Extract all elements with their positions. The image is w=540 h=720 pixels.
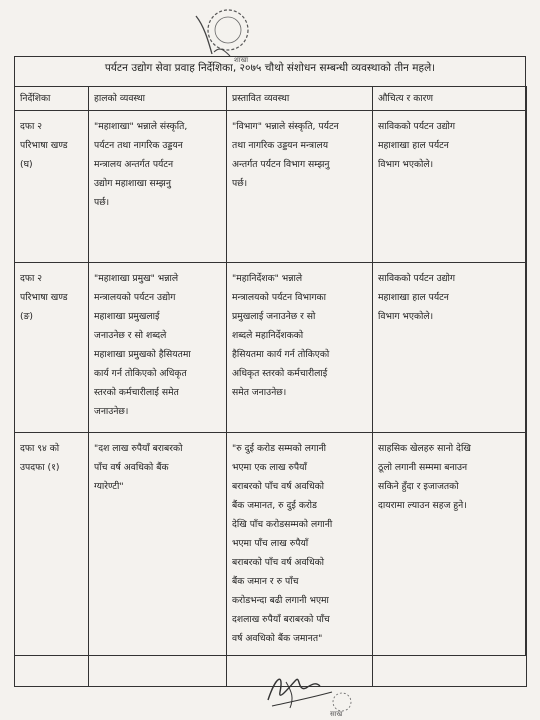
table-header-row <box>15 87 527 111</box>
cell-current: "दश लाख रुपैयाँ बराबरको पाँच वर्ष अवधिको बैंक ग्यारेण्टी" <box>89 433 227 687</box>
svg-text:साख: साख <box>330 710 343 717</box>
signature-icon <box>250 662 360 717</box>
column-header-proposed: प्रस्तावित व्यवस्था <box>227 87 373 111</box>
cell-ref: दफा २ परिभाषा खण्ड (ङ) <box>15 263 89 433</box>
cell-ref: दफा ९४ को उपदफा (१) <box>15 433 89 687</box>
table-row <box>15 111 527 263</box>
table-row <box>15 433 527 687</box>
cell-reason: साविकको पर्यटन उद्योग महाशाखा हाल पर्यटन विभाग भएकोले। <box>373 111 527 263</box>
cell-proposed: "रु दुई करोड सम्मको लगानी भएमा एक लाख रुपैयाँ बराबरको पाँच वर्ष अवधिको बैंक जमानत, रु दुई करोड देखि पाँच करोडसम्मको लगानी भएमा पाँच लाख रुपैयाँ बराबरको पाँच वर्ष अवधिको बैंक जमान र रु पाँच करोडभन्दा बढी लगानी भएमा दशलाख रुपैयाँ बराबरको पाँच वर्ष अवधिको बैंक जमानत" <box>227 433 373 687</box>
document-title: पर्यटन उद्योग सेवा प्रवाह निर्देशिका, २०७५ चौथो संशोधन सम्बन्धी व्यवस्थाको तीन महले। <box>104 62 436 74</box>
cell-proposed: "विभाग" भन्नाले संस्कृति, पर्यटन तथा नागरिक उड्डयन मन्त्रालय अन्तर्गत पर्यटन विभाग सम्झनु पर्छ। <box>227 111 373 263</box>
svg-text:शाखा: शाखा <box>234 56 249 64</box>
cell-proposed: "महानिर्देशक" भन्नाले मन्त्रालयको पर्यटन विभागका प्रमुखलाई जनाउनेछ र सो शब्दले महानिर्देशकको हैसियतमा कार्य गर्न तोकिएको अधिकृत स्तरको कर्मचारीलाई समेत जनाउनेछ। <box>227 263 373 433</box>
three-column-table <box>14 86 527 687</box>
cell-current: "महाशाखा" भन्नाले संस्कृति, पर्यटन तथा नागरिक उड्डयन मन्त्रालय अन्तर्गत पर्यटन उद्योग महाशाखा सम्झनु पर्छ। <box>89 111 227 263</box>
cell-current: "महाशाखा प्रमुख" भन्नाले मन्त्रालयको पर्यटन उद्योग महाशाखा प्रमुखलाई जनाउनेछ र सो शब्दले महाशाखा प्रमुखको हैसियतमा कार्य गर्न तोकिएको अधिकृत स्तरको कर्मचारीलाई समेत जनाउनेछ। <box>89 263 227 433</box>
table-row <box>15 263 527 433</box>
column-header-reason: औचित्य र कारण <box>373 87 527 111</box>
cell-reason: साहसिक खेलहरु सानो देखि ठूलो लगानी सम्ममा बनाउन सकिने हुँदा र इजाजतको दायरामा ल्याउन सहज हुने। <box>373 433 527 687</box>
column-header-current: हालको व्यवस्था <box>89 87 227 111</box>
cell-ref: दफा २ परिभाषा खण्ड (घ) <box>15 111 89 263</box>
column-header-directive: निर्देशिका <box>15 87 89 111</box>
cell-reason: साविकको पर्यटन उद्योग महाशाखा हाल पर्यटन विभाग भएकोले। <box>373 263 527 433</box>
